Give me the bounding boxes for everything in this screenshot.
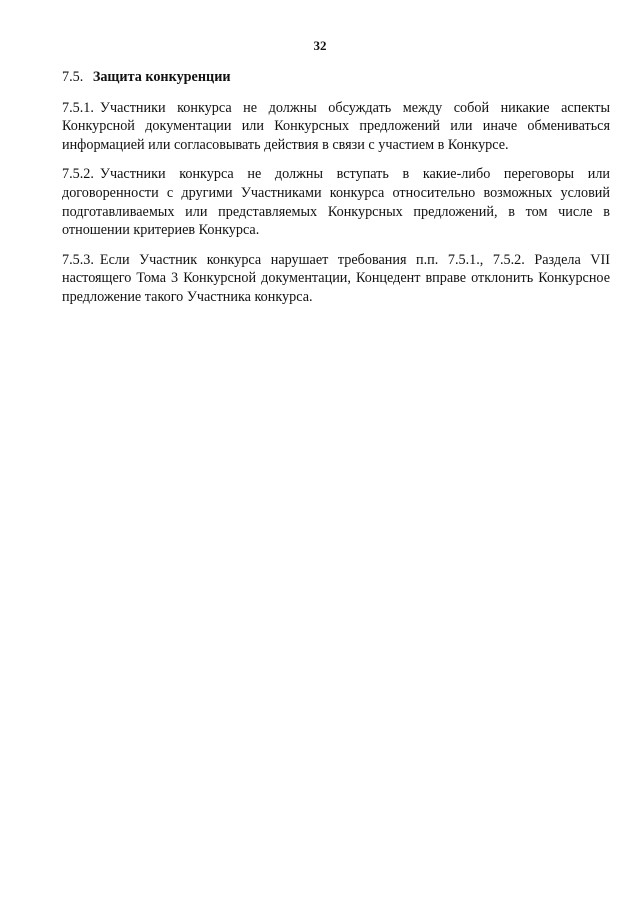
paragraph-number: 7.5.1. <box>62 99 94 116</box>
paragraph-7-5-1 <box>62 99 610 155</box>
paragraph-number: 7.5.2. <box>62 166 94 183</box>
paragraph-text: Участники конкурса не должны вступать в какие-либо переговоры или договоренности с другими Участниками конкурса относительно возможных условий подготавливаемых или представляемых Конкурсных предложений, в том числе в отношении критериев Конкурса. <box>62 166 610 239</box>
paragraph-7-5-2 <box>62 165 610 239</box>
section-heading <box>62 68 610 87</box>
paragraph-7-5-3 <box>62 251 610 307</box>
paragraph-text: Участники конкурса не должны обсуждать между собой никакие аспекты Конкурсной документации или Конкурсных предложений или иначе обмениваться информацией или согласовывать действия в связи с участием в Конкурсе. <box>62 99 610 153</box>
document-body <box>62 68 610 318</box>
section-number: 7.5. <box>62 69 84 85</box>
page-number: 32 <box>313 38 327 53</box>
section-title: Защита конкуренции <box>92 69 231 85</box>
paragraph-number: 7.5.3. <box>62 251 94 268</box>
paragraph-text: Если Участник конкурса нарушает требования п.п. 7.5.1., 7.5.2. Раздела VII настоящего Тома 3 Конкурсной документации, Концедент вправе отклонить Конкурсное предложение такого Участника конкурса. <box>62 251 610 305</box>
